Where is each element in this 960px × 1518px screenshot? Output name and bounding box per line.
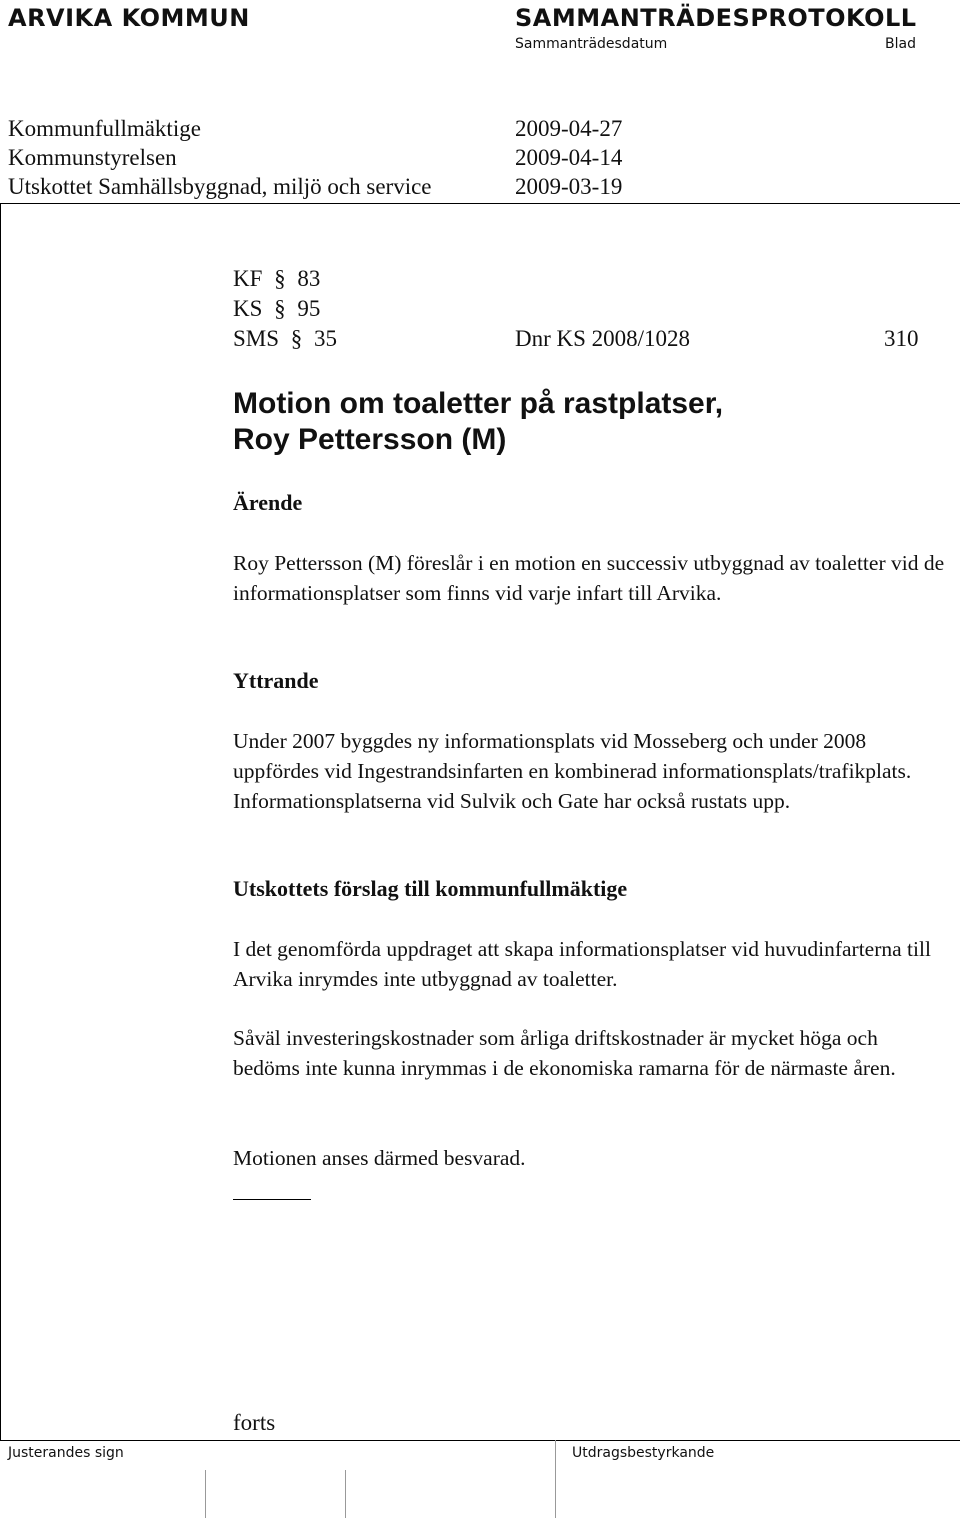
- signature-divider-1: [205, 1470, 206, 1518]
- title-line-2: Roy Pettersson (M): [233, 423, 507, 456]
- case-code: 310: [884, 326, 919, 351]
- title-line-1: Motion om toaletter på rastplatser,: [233, 387, 724, 420]
- footer-utdragsbestyrkande: Utdragsbestyrkande: [572, 1445, 715, 1461]
- header-separator: [0, 203, 960, 204]
- meeting-body-1: Kommunfullmäktige: [8, 116, 201, 141]
- forslag-text-1: I det genomförda uppdraget att skapa informationsplatser vid huvudinfarterna till Arvika inrymdes inte utbyggnad av toaletter.: [233, 937, 931, 991]
- yttrande-text: Under 2007 byggdes ny informationsplats vid Mosseberg och under 2008 uppfördes vid Ingestrandsinfarten en kombinerad informationsplats/trafikplats. Informationsplatserna vid Sulvik och Gate har också rustats upp.: [233, 729, 912, 813]
- forslag-text-3: Motionen anses därmed besvarad.: [233, 1146, 526, 1170]
- end-line: [233, 1199, 311, 1200]
- paragraph-kf: KF § 83: [233, 266, 321, 291]
- signature-divider-2: [345, 1470, 346, 1518]
- forslag-text-2: Såväl investeringskostnader som årliga driftskostnader är mycket höga och bedöms inte kunna inrymmas i de ekonomiska ramarna för de närmaste åren.: [233, 1026, 896, 1080]
- left-margin-line: [0, 203, 1, 1440]
- meeting-date-label: Sammanträdesdatum: [515, 36, 668, 52]
- meeting-body-2: Kommunstyrelsen: [8, 145, 177, 170]
- forslag-heading: Utskottets förslag till kommunfullmäktige: [233, 876, 628, 901]
- meeting-body-3: Utskottet Samhällsbyggnad, miljö och service: [8, 174, 432, 199]
- signature-divider-3: [555, 1440, 556, 1518]
- footer-justerandes-sign: Justerandes sign: [8, 1445, 124, 1461]
- arende-text: Roy Pettersson (M) föreslår i en motion en successiv utbyggnad av toaletter vid de informationsplatser som finns vid varje infart till Arvika.: [233, 551, 945, 605]
- yttrande-heading: Yttrande: [233, 668, 319, 693]
- meeting-date-2: 2009-04-14: [515, 145, 623, 170]
- continued-note: forts: [233, 1410, 276, 1435]
- arende-heading: Ärende: [233, 490, 303, 515]
- footer-separator: [0, 1440, 960, 1441]
- paragraph-ks: KS § 95: [233, 296, 321, 321]
- org-name: ARVIKA KOMMUN: [8, 4, 250, 32]
- document-type: SAMMANTRÄDESPROTOKOLL: [515, 4, 917, 32]
- meeting-date-1: 2009-04-27: [515, 116, 623, 141]
- meeting-date-3: 2009-03-19: [515, 174, 623, 199]
- paragraph-sms: SMS § 35: [233, 326, 338, 351]
- dnr: Dnr KS 2008/1028: [515, 326, 691, 351]
- page-label: Blad: [885, 36, 916, 52]
